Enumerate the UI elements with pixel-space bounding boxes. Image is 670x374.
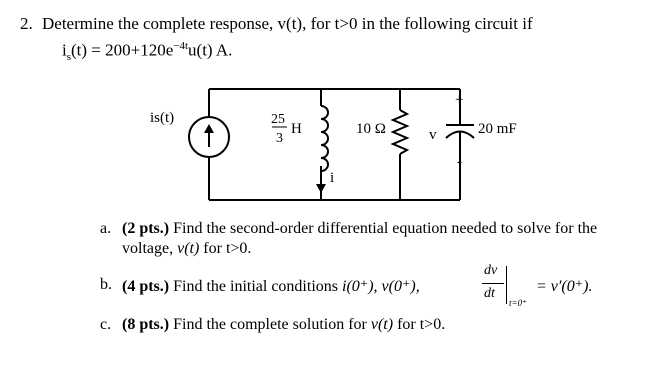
- part-b-deriv-rhs: = v′(0⁺).: [536, 278, 593, 295]
- inductor-numerator: 25: [271, 112, 285, 127]
- part-c-text-prefix: Find the complete solution for: [173, 316, 371, 333]
- voltage-label: v: [429, 127, 437, 143]
- problem-statement: Determine the complete response, v(t), for t>0 in the following circuit if: [42, 14, 533, 33]
- part-c-text-suffix: for t>0.: [393, 316, 446, 333]
- part-b-deriv-num: dv: [484, 263, 498, 278]
- part-a-line2-suffix: for t>0.: [199, 240, 252, 257]
- part-a-line2-prefix: voltage,: [122, 240, 178, 257]
- resistor-zigzag: [393, 110, 407, 154]
- current-label: i: [330, 170, 335, 186]
- part-a-line2-var: v(t): [177, 240, 200, 257]
- part-c-line: [122, 316, 445, 334]
- source-arrow-icon: [204, 124, 214, 133]
- source-label: is(t): [150, 110, 175, 126]
- part-a-points: (2 pts.): [122, 220, 170, 237]
- part-a-line1: [122, 220, 597, 238]
- capacitor-label: 20 mF: [478, 121, 517, 137]
- part-a-text: Find the second-order differential equation needed to solve for the: [173, 220, 598, 237]
- part-b-deriv-bar: [482, 283, 504, 284]
- part-c-points: (8 pts.): [122, 316, 170, 333]
- part-a-letter: a.: [100, 220, 112, 237]
- inductor-denominator: 3: [276, 131, 283, 146]
- voltage-minus: -: [457, 154, 462, 170]
- problem-number: 2.: [20, 14, 33, 33]
- source-rhs: u(t) A.: [188, 40, 233, 60]
- part-b-cond-i: i(0⁺),: [342, 278, 378, 295]
- part-a-line2: [122, 240, 251, 258]
- part-c-letter: c.: [100, 316, 112, 333]
- part-b-text: Find the initial conditions: [173, 278, 338, 295]
- part-c-text-var: v(t): [370, 316, 394, 333]
- inductor-coil: [321, 106, 328, 171]
- source-exponent: −4t: [173, 40, 189, 52]
- part-b-deriv-den: dt: [484, 286, 495, 301]
- part-b-line: [122, 276, 420, 296]
- part-b-deriv-eval: t=0⁺: [509, 298, 527, 308]
- source-lhs: i: [62, 40, 67, 60]
- current-arrow-icon: [316, 184, 326, 193]
- resistor-label: 10 Ω: [356, 121, 386, 137]
- inductor-unit: H: [291, 121, 302, 137]
- source-lhs-arg: (t) = 200+120e: [71, 40, 174, 60]
- voltage-plus: +: [455, 92, 464, 108]
- part-b-letter: b.: [100, 276, 112, 293]
- part-b-cond-v: v(0⁺),: [381, 278, 420, 295]
- part-b-points: (4 pts.): [122, 278, 170, 295]
- part-b-eval-bar: [506, 266, 507, 304]
- source-lhs-sub: s: [66, 51, 72, 64]
